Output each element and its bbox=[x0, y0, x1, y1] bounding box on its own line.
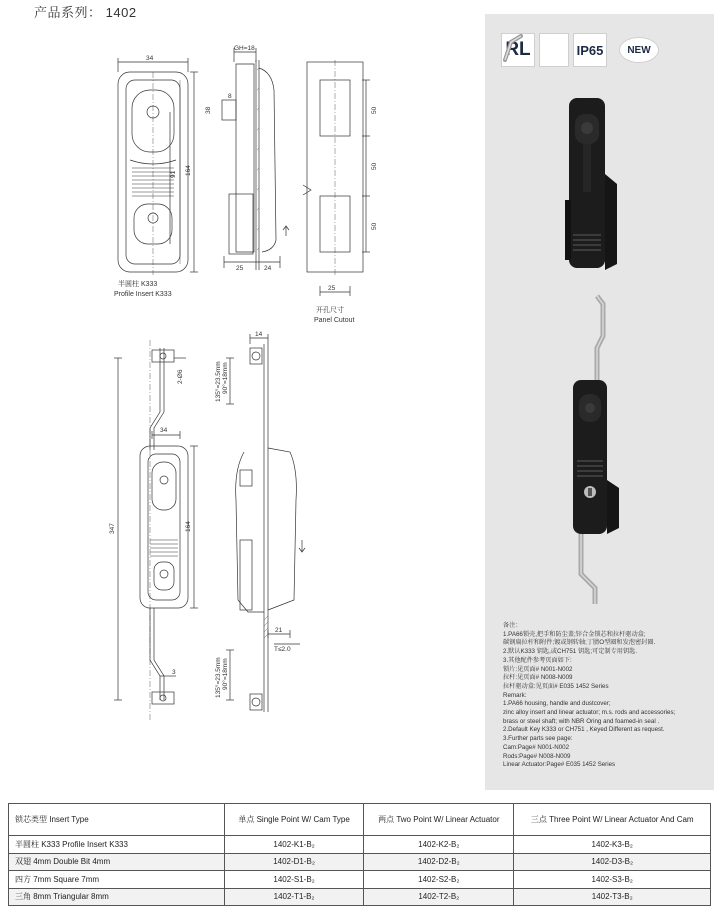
dim-14: 14 bbox=[255, 331, 263, 338]
table-row bbox=[9, 888, 711, 906]
dim-135-top: 135°=23.5mm bbox=[215, 361, 222, 402]
notes-line: 1.PA66锁壳,把手和防尘盖;锌合金锁芯和拉杆驱动盒; bbox=[503, 630, 646, 638]
table-cell: 1402-K1-B₂ bbox=[225, 836, 364, 854]
dim-90-top: 90°=18mm bbox=[222, 362, 229, 394]
table-cell: 1402-S2-B₂ bbox=[364, 871, 514, 889]
profile-insert-caption-cn: 半圆柱 K333 bbox=[118, 281, 158, 288]
table-cell: 三角 8mm Triangular 8mm bbox=[9, 888, 225, 906]
dim-38: 38 bbox=[205, 106, 212, 114]
table-cell: 1402-K2-B₂ bbox=[364, 836, 514, 854]
dim-347: 347 bbox=[109, 523, 116, 534]
dim-21: 21 bbox=[275, 627, 283, 634]
notes-line: 拉杆驱动盒:见页面# E035 1452 Series bbox=[503, 682, 609, 690]
table-cell: 1402-D3-B₂ bbox=[514, 853, 711, 871]
dim-gh: GH=18 bbox=[234, 45, 255, 52]
table-header-row bbox=[9, 804, 711, 836]
table-cell: 四方 7mm Square 7mm bbox=[9, 871, 225, 889]
header-three-point: 三点 Three Point W/ Linear Actuator And Cam bbox=[514, 804, 711, 836]
table-row bbox=[9, 836, 711, 854]
table-cell: 双翅 4mm Double Bit 4mm bbox=[9, 853, 225, 871]
notes-line: zinc alloy insert and linear actuator; m.s. rods and accessories; bbox=[503, 709, 676, 717]
product-photo-single-point bbox=[565, 98, 617, 270]
product-photo-three-point bbox=[573, 296, 619, 604]
product-panel bbox=[485, 14, 714, 790]
dim-25: 25 bbox=[236, 265, 244, 272]
table-cell: 1402-S3-B₂ bbox=[514, 871, 711, 889]
series-number: 1402 bbox=[105, 5, 137, 20]
side-view-bottom bbox=[226, 334, 305, 712]
dim-24: 24 bbox=[264, 265, 272, 272]
notes-line: 备注： bbox=[503, 622, 522, 629]
dim-2-holes: 2-Ø6 bbox=[177, 369, 184, 384]
dim-34-bottom: 34 bbox=[160, 427, 168, 434]
table-cell: 1402-T2-B₂ bbox=[364, 888, 514, 906]
table-cell: 1402-T1-B₂ bbox=[225, 888, 364, 906]
header-single-point: 单点 Single Point W/ Cam Type bbox=[225, 804, 364, 836]
notes-line: 2.Default Key K333 or CH751 , Keyed Different as request. bbox=[503, 726, 665, 734]
table-cell: 1402-D1-B₂ bbox=[225, 853, 364, 871]
ip65-badge: IP65 bbox=[573, 33, 607, 67]
notes-line: 拉杆:见页面# N008-N009 bbox=[503, 674, 573, 682]
panel-cutout-caption-en: Panel Cutout bbox=[314, 317, 355, 324]
notes-line: 碳钢扁拉杆和附件;镀或钢转轴;丁腈O型圈和发泡密封圈. bbox=[503, 639, 656, 647]
dim-34-top: 34 bbox=[146, 55, 154, 62]
notes-line: Linear Actuator:Page# E035 1452 Series bbox=[503, 761, 616, 769]
dim-164-top: 164 bbox=[185, 165, 192, 176]
dim-50-b: 50 bbox=[371, 162, 378, 170]
dim-90-bottom: 90°=18mm bbox=[222, 658, 229, 690]
notes-line: Rods:Page# N008-N009 bbox=[503, 752, 571, 760]
dim-25-cutout: 25 bbox=[328, 285, 336, 292]
table-cell: 1402-K3-B₂ bbox=[514, 836, 711, 854]
notes-line: Remark: bbox=[503, 691, 527, 699]
table-cell: 1402-D2-B₂ bbox=[364, 853, 514, 871]
dim-50-c: 50 bbox=[371, 222, 378, 230]
notes-line: Cam:Page# N001-N002 bbox=[503, 743, 570, 751]
notes-block bbox=[503, 622, 708, 770]
notes-line: 1.PA66 housing, handle and dustcover; bbox=[503, 700, 611, 708]
rl-badge: RL bbox=[501, 33, 535, 67]
dim-3: 3 bbox=[172, 669, 176, 676]
profile-insert-caption-en: Profile Insert K333 bbox=[114, 291, 172, 298]
header-insert-type: 锁芯类型 Insert Type bbox=[9, 804, 225, 836]
side-view-top bbox=[222, 48, 289, 270]
table-row bbox=[9, 871, 711, 889]
dim-135-bottom: 135°=23.5mm bbox=[215, 657, 222, 698]
panel-cutout-view bbox=[303, 60, 370, 296]
notes-line: 锁片:见页面# N001-N002 bbox=[503, 665, 573, 673]
new-badge: NEW bbox=[619, 37, 659, 63]
table-cell: 1402-S1-B₂ bbox=[225, 871, 364, 889]
notes-line: 3.Further parts see page: bbox=[503, 735, 573, 743]
table-cell: 1402-T3-B₂ bbox=[514, 888, 711, 906]
panel-cutout-caption-cn: 开孔尺寸 bbox=[316, 307, 344, 314]
dim-8: 8 bbox=[228, 93, 232, 100]
table-row bbox=[9, 853, 711, 871]
series-label: 产品系列： bbox=[34, 5, 102, 20]
table-cell: 半圆柱 K333 Profile Insert K333 bbox=[9, 836, 225, 854]
dim-164-bottom: 164 bbox=[185, 521, 192, 532]
notes-line: 3.其他配件参考页面如下: bbox=[503, 656, 572, 664]
dim-50-a: 50 bbox=[371, 106, 378, 114]
dim-thickness: T≤2.0 bbox=[274, 646, 291, 653]
header-two-point: 两点 Two Point W/ Linear Actuator bbox=[364, 804, 514, 836]
product-photos bbox=[485, 14, 714, 614]
notes-line: 2.默认K333 钥匙,或CH751 钥匙;可定制专用钥匙. bbox=[503, 648, 638, 656]
insert-type-table bbox=[8, 803, 711, 906]
dim-91: 91 bbox=[170, 170, 177, 178]
notes-line: brass or steel shaft; with NBR Oring and foamed-in seal . bbox=[503, 717, 660, 725]
